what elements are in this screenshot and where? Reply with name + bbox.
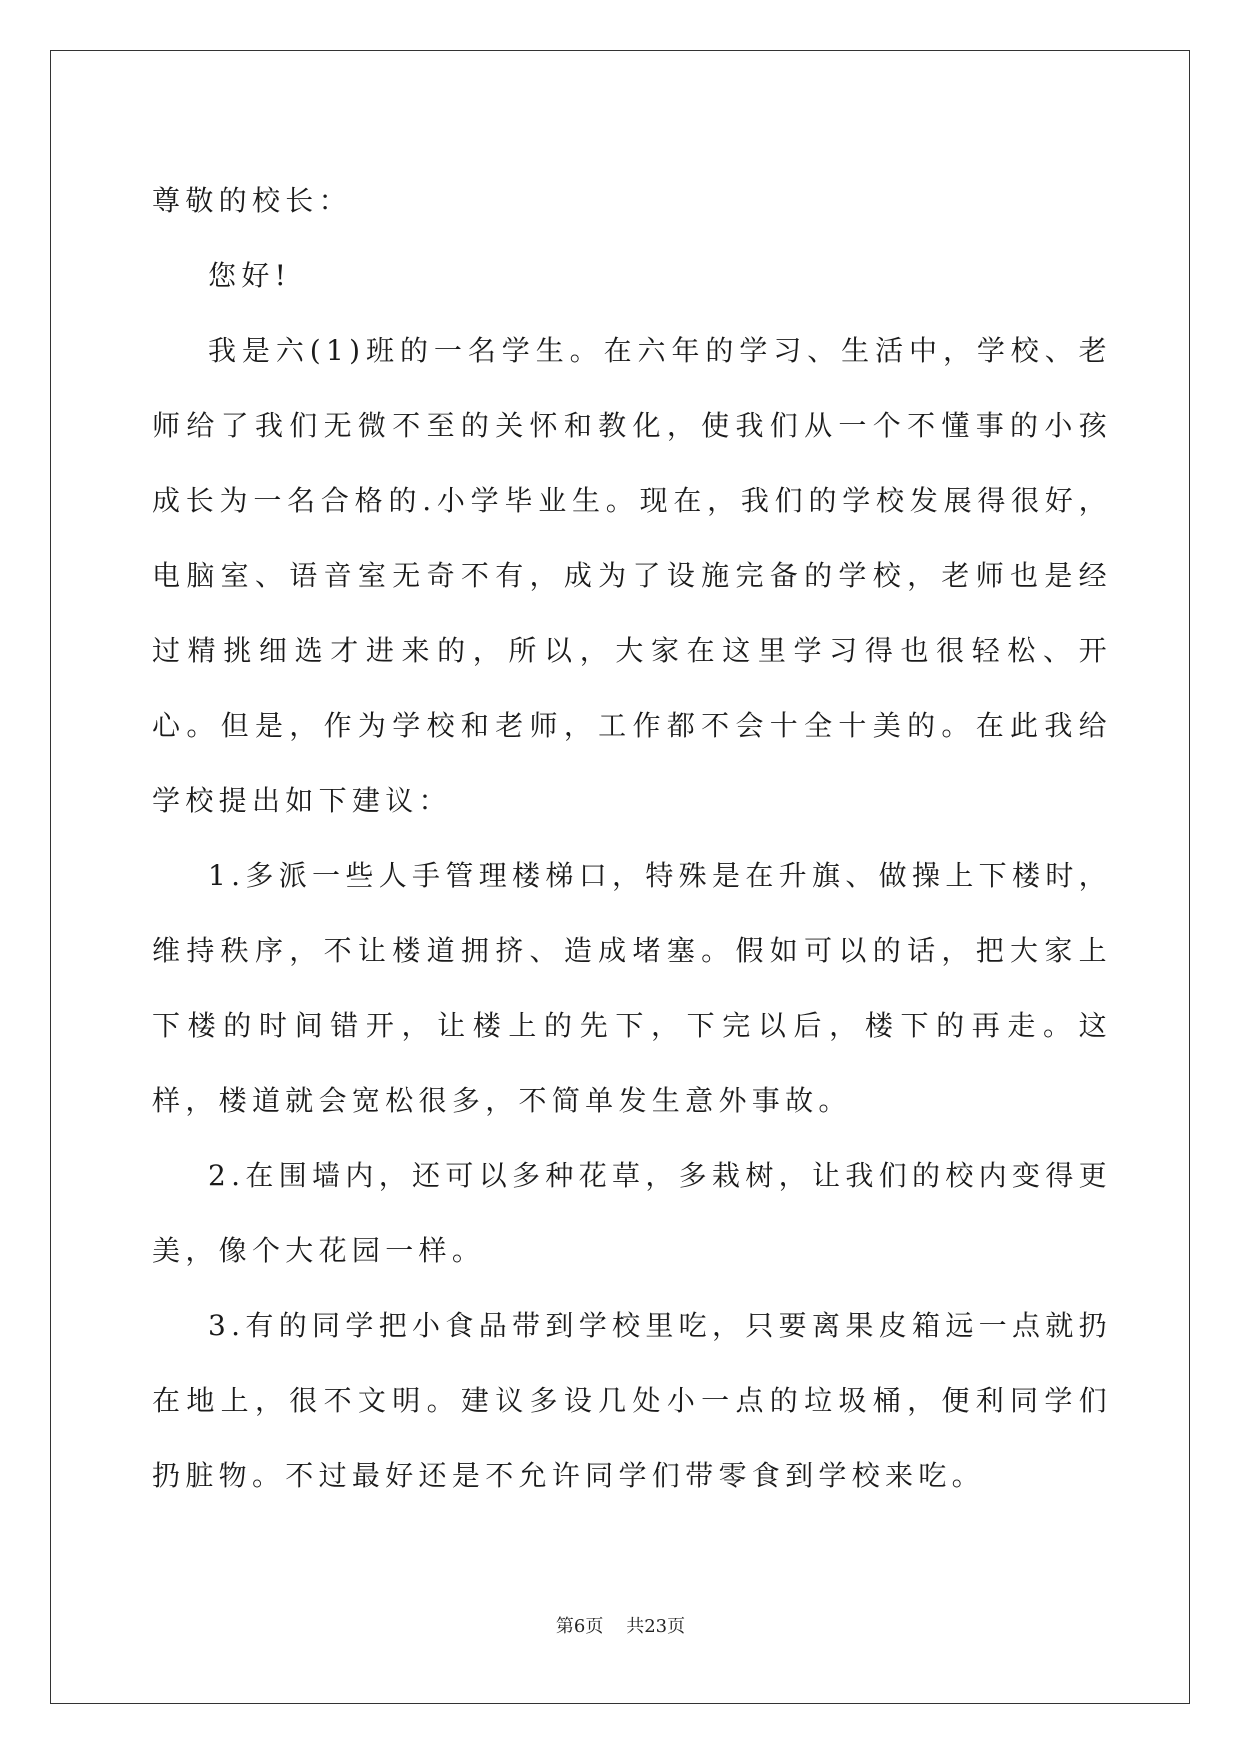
salutation: 尊敬的校长：	[152, 184, 352, 217]
page-footer	[0, 1612, 1241, 1638]
greeting-paragraph: 您好!	[208, 259, 292, 292]
intro-paragraph: 我是六(1)班的一名学生。在六年的学习、生活中，学校、老师给了我们无微不至的关怀和教化，使我们从一个不懂事的小孩成长为一名合格的.小学毕业生。现在，我们的学校发展得很好，电脑室、语音室无奇不有，成为了设施完备的学校，老师也是经过精挑细选才进来的，所以，大家在这里学习得也很轻松、开心。但是，作为学校和老师，工作都不会十全十美的。在此我给学校提出如下建议：	[152, 334, 1112, 817]
suggestion-paragraph-1: 1.多派一些人手管理楼梯口，特殊是在升旗、做操上下楼时，维持秩序，不让楼道拥挤、造成堵塞。假如可以的话，把大家上下楼的时间错开，让楼上的先下，下完以后，楼下的再走。这样，楼道就会宽松很多，不简单发生意外事故。	[152, 859, 1112, 1117]
letter-body	[152, 163, 1112, 1513]
page-number: 第6页	[555, 1616, 604, 1637]
page-total: 共23页	[626, 1616, 686, 1637]
suggestion-paragraph-3: 3.有的同学把小食品带到学校里吃，只要离果皮箱远一点就扔在地上，很不文明。建议多设几处小一点的垃圾桶，便利同学们扔脏物。不过最好还是不允许同学们带零食到学校来吃。	[152, 1309, 1112, 1492]
suggestion-paragraph-2: 2.在围墙内，还可以多种花草，多栽树，让我们的校内变得更美，像个大花园一样。	[152, 1159, 1112, 1267]
